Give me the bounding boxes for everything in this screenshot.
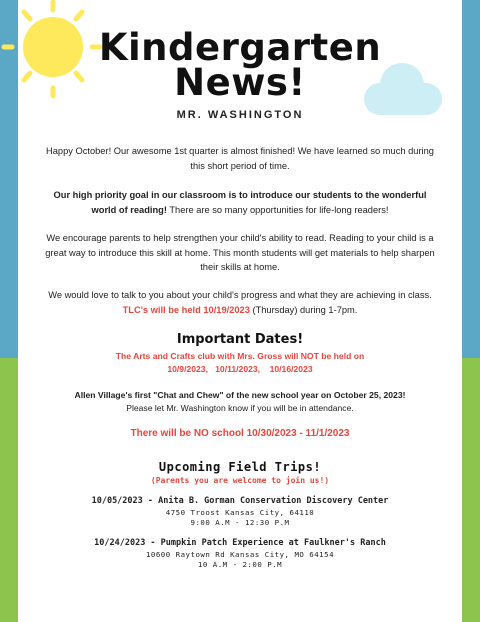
goal-rest-text: There are so many opportunities for life-long readers!	[166, 204, 389, 215]
field-trip-item	[40, 537, 440, 570]
field-trip-address: 4750 Troost Kansas City, 64110	[165, 508, 315, 517]
chat-and-chew-rsvp: Please let Mr. Washington know if you will be in attendance.	[126, 403, 354, 413]
chat-and-chew-notice	[40, 389, 440, 415]
newsletter-title	[90, 26, 390, 104]
tlc-end-text: (Thursday) during 1-7pm.	[249, 304, 358, 315]
title-line-1: Kindergarten	[98, 26, 382, 69]
arts-crafts-line-1: The Arts and Crafts club with Mrs. Gross will NOT be held on	[115, 351, 365, 361]
paragraph-tlc	[40, 288, 440, 317]
field-trips-subheading: (Parents you are welcome to join us!)	[150, 476, 330, 485]
field-trip-title: 10/24/2023 - Pumpkin Patch Experience at Faulkner's Ranch	[94, 538, 386, 548]
important-dates-heading: Important Dates!	[176, 332, 304, 347]
teacher-name: MR. WASHINGTON	[176, 109, 304, 121]
tlc-date-text: TLC's will be held 10/19/2023	[122, 304, 250, 315]
paragraph-reading: We encourage parents to help strengthen your child's ability to read. Reading to your child is a great way to introduce this skill at home. This month students will get materials to help sharpen their skills at home.	[45, 233, 435, 272]
field-trips-heading: Upcoming Field Trips!	[158, 460, 322, 474]
paragraph-goal	[40, 188, 440, 217]
goal-bold-text: Our high priority goal in our classroom is to introduce our students to the wonderful world of reading!	[53, 190, 427, 215]
arts-crafts-dates: 10/9/2023, 10/11/2023, 10/16/2023	[167, 364, 313, 374]
field-trip-time: 10 A.M - 2:00 P.M	[197, 560, 283, 569]
arts-crafts-notice	[40, 350, 440, 376]
field-trip-title: 10/05/2023 - Anita B. Gorman Conservation Discovery Center	[91, 496, 389, 506]
tlc-start-text: We would love to talk to you about your child's progress and what they are achieving in class.	[48, 290, 432, 300]
no-school-notice: There will be NO school 10/30/2023 - 11/1/2023	[130, 428, 350, 439]
title-line-2: News!	[174, 61, 306, 104]
field-trip-time: 9:00 A.M - 12:30 P.M	[190, 518, 290, 527]
field-trip-item	[40, 495, 440, 528]
field-trip-address: 10600 Raytown Rd Kansas City, MO 64154	[145, 550, 335, 559]
paragraph-intro: Happy October! Our awesome 1st quarter is almost finished! We have learned so much during this short period of time.	[46, 146, 434, 171]
chat-and-chew-title: Allen Village's first "Chat and Chew" of the new school year on October 25, 2023!	[74, 390, 406, 400]
